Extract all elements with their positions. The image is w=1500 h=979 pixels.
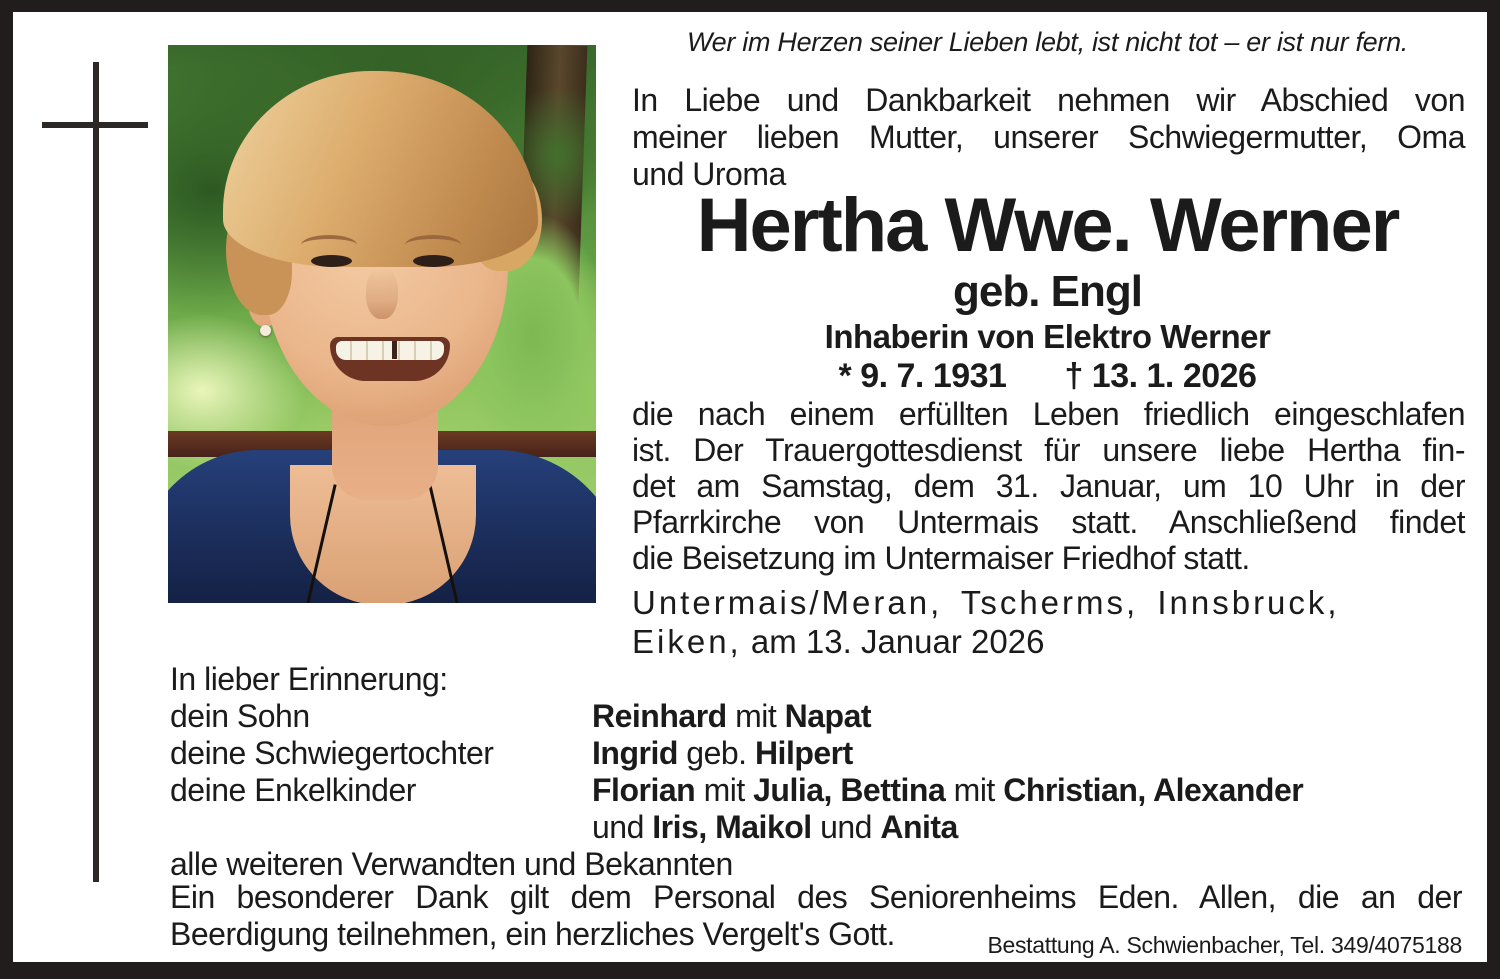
thanks-line: Ein besonderer Dank gilt dem Personal des Seniorenheims Eden. Allen, die an der: [170, 879, 1462, 915]
connector: und: [811, 809, 881, 845]
death-date: † 13. 1. 2026: [1064, 357, 1257, 395]
connector: mit: [695, 772, 754, 808]
maiden-name: geb. Engl: [953, 267, 1142, 316]
family-name: Iris, Maikol: [652, 809, 812, 845]
family-name: Julia, Bettina: [753, 772, 946, 808]
connector: geb.: [677, 735, 755, 771]
connector: und: [592, 809, 653, 845]
family-name: Napat: [784, 698, 872, 734]
announcement-line: die nach einem erfüllten Leben friedlich eingeschlafen: [632, 396, 1465, 432]
memorial-names: [592, 699, 871, 734]
nose-art: [366, 267, 398, 319]
intro-line: In Liebe und Dankbarkeit nehmen wir Abschied von: [632, 82, 1465, 118]
hair-art: [223, 71, 538, 267]
deceased-occupation: Inhaberin von Elektro Werner: [824, 318, 1271, 355]
eyebrow-art: [405, 235, 461, 255]
connector: mit: [945, 772, 1004, 808]
border-frame-top: [0, 0, 1500, 12]
intro-paragraph: [632, 82, 1465, 193]
portrait-photo: [168, 45, 596, 603]
earring-art: [260, 325, 271, 336]
tooth-gap-art: [392, 341, 397, 359]
family-name: Reinhard: [592, 698, 727, 734]
intro-line: und Uroma: [632, 156, 786, 192]
thanks-line: Beerdigung teilnehmen, ein herzliches Vergelt's Gott.: [170, 916, 895, 952]
places-line: Untermais/Meran, Tscherms, Innsbruck,: [632, 584, 1340, 621]
funeral-home-info: Bestattung A. Schwienbacher, Tel. 349/4075188: [987, 932, 1462, 958]
memorial-heading: In lieber Erinnerung:: [170, 661, 448, 697]
memorial-label: dein Sohn: [170, 698, 310, 734]
announcement-paragraph: [632, 396, 1465, 576]
announcement-line: det am Samstag, dem 31. Januar, um 10 Uhr in der: [632, 468, 1465, 504]
border-frame-bottom: [0, 962, 1500, 979]
announcement-line: ist. Der Trauergottesdienst für unsere liebe Hertha fin-: [632, 432, 1465, 468]
relatives-line: alle weiteren Verwandten und Bekannten: [170, 846, 733, 882]
eyebrow-art: [301, 235, 357, 255]
family-name: Christian, Alexander: [1003, 772, 1304, 808]
intro-line: meiner lieben Mutter, unserer Schwiegermutter, Oma: [632, 119, 1465, 155]
places-date: [632, 583, 1465, 661]
mouth-art: [330, 337, 450, 381]
memorial-label: deine Enkelkinder: [170, 772, 416, 808]
cross-icon: [93, 62, 99, 882]
life-dates: [630, 357, 1465, 395]
eye-art: [413, 255, 454, 267]
deceased-name: Hertha Wwe. Werner: [696, 183, 1399, 268]
family-name: Hilpert: [754, 735, 853, 771]
epitaph-quote: Wer im Herzen seiner Lieben lebt, ist nicht tot – er ist nur fern.: [686, 27, 1409, 57]
border-frame-right: [1487, 0, 1500, 979]
memorial-label: deine Schwiegertochter: [170, 735, 494, 771]
teeth-art: [336, 341, 444, 360]
memorial-names: [592, 810, 958, 845]
memorial-names: [592, 773, 1303, 808]
border-frame-left: [0, 0, 13, 979]
family-name: Florian: [592, 772, 696, 808]
places-line: [632, 622, 1465, 661]
family-name: Ingrid: [592, 735, 678, 771]
announcement-line: die Beisetzung im Untermaiser Friedhof statt.: [632, 540, 1250, 576]
birth-date: * 9. 7. 1931: [838, 357, 1007, 395]
place-name: Eiken,: [632, 623, 742, 660]
notice-date: am 13. Januar 2026: [741, 623, 1045, 660]
connector: mit: [726, 698, 785, 734]
eye-art: [311, 255, 352, 267]
announcement-line: Pfarrkirche von Untermais statt. Anschließend findet: [632, 504, 1465, 540]
family-name: Anita: [880, 809, 958, 845]
cross-icon: [42, 122, 148, 128]
memorial-names: [592, 736, 853, 771]
